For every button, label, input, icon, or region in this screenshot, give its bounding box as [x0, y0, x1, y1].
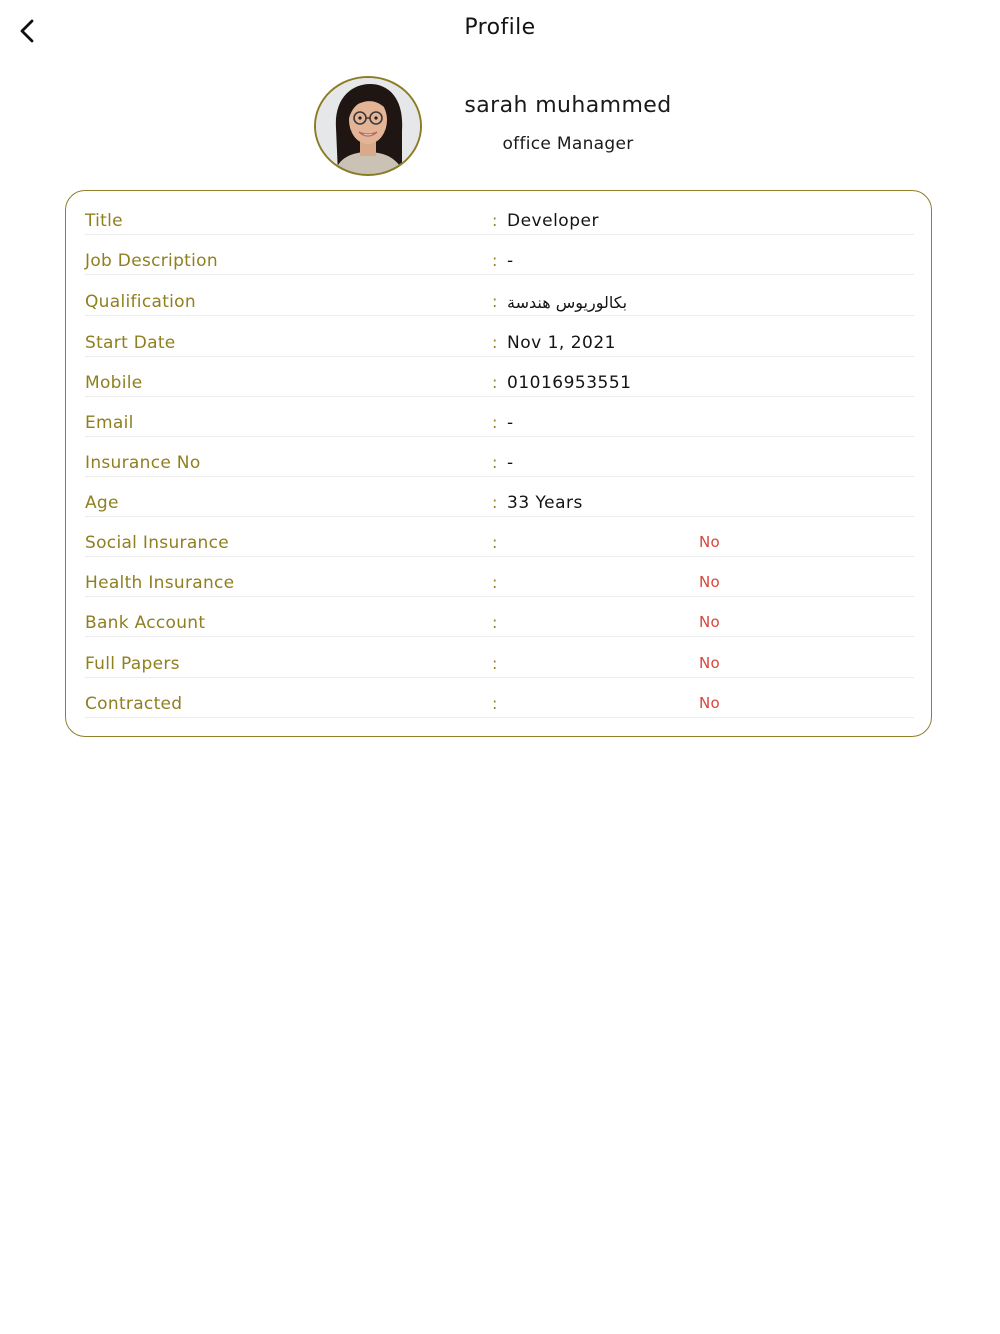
row-colon: :	[492, 251, 498, 270]
status-badge: No	[699, 613, 720, 631]
avatar	[314, 76, 422, 176]
row-value: 33 Years	[507, 493, 583, 513]
row-value: Nov 1, 2021	[507, 333, 616, 353]
row-label: Start Date	[85, 333, 176, 353]
status-badge: No	[699, 533, 720, 551]
job-description-row	[85, 235, 914, 275]
row-label: Mobile	[85, 373, 143, 393]
contracted-row	[85, 678, 914, 718]
app-header	[0, 0, 1000, 62]
row-label: Qualification	[85, 292, 196, 312]
email-row	[85, 397, 914, 437]
health-insurance-row	[85, 557, 914, 597]
row-colon: :	[492, 654, 498, 673]
user-name: sarah muhammed	[464, 93, 672, 118]
bank-account-row	[85, 597, 914, 637]
title-row	[85, 195, 914, 235]
row-label: Full Papers	[85, 654, 180, 674]
age-row	[85, 477, 914, 517]
status-badge: No	[699, 694, 720, 712]
row-colon: :	[492, 613, 498, 632]
row-label: Social Insurance	[85, 533, 230, 553]
row-value: بكالوريوس هندسة	[507, 293, 628, 312]
row-label: Contracted	[85, 694, 183, 714]
qualification-row	[85, 276, 914, 316]
row-colon: :	[492, 694, 498, 713]
row-colon: :	[492, 333, 498, 352]
start-date-row	[85, 317, 914, 357]
row-value: 01016953551	[507, 373, 632, 393]
profile-details-card	[65, 190, 932, 737]
status-badge: No	[699, 654, 720, 672]
mobile-row	[85, 357, 914, 397]
row-value: Developer	[507, 211, 599, 231]
row-colon: :	[492, 292, 498, 311]
row-label: Age	[85, 493, 119, 513]
row-value: -	[507, 453, 514, 473]
row-label: Email	[85, 413, 134, 433]
row-colon: :	[492, 413, 498, 432]
row-colon: :	[492, 211, 498, 230]
insurance-no-row	[85, 437, 914, 477]
row-colon: :	[492, 373, 498, 392]
row-label: Title	[85, 211, 123, 231]
row-label: Insurance No	[85, 453, 201, 473]
social-insurance-row	[85, 517, 914, 557]
row-colon: :	[492, 453, 498, 472]
row-label: Job Description	[85, 251, 218, 271]
page-title: Profile	[464, 15, 536, 40]
row-label: Bank Account	[85, 613, 206, 633]
full-papers-row	[85, 638, 914, 678]
row-colon: :	[492, 533, 498, 552]
row-colon: :	[492, 573, 498, 592]
row-value: -	[507, 251, 514, 271]
user-role: office Manager	[502, 134, 634, 154]
row-colon: :	[492, 493, 498, 512]
row-value: -	[507, 413, 514, 433]
profile-photo	[316, 78, 420, 174]
status-badge: No	[699, 573, 720, 591]
row-label: Health Insurance	[85, 573, 235, 593]
